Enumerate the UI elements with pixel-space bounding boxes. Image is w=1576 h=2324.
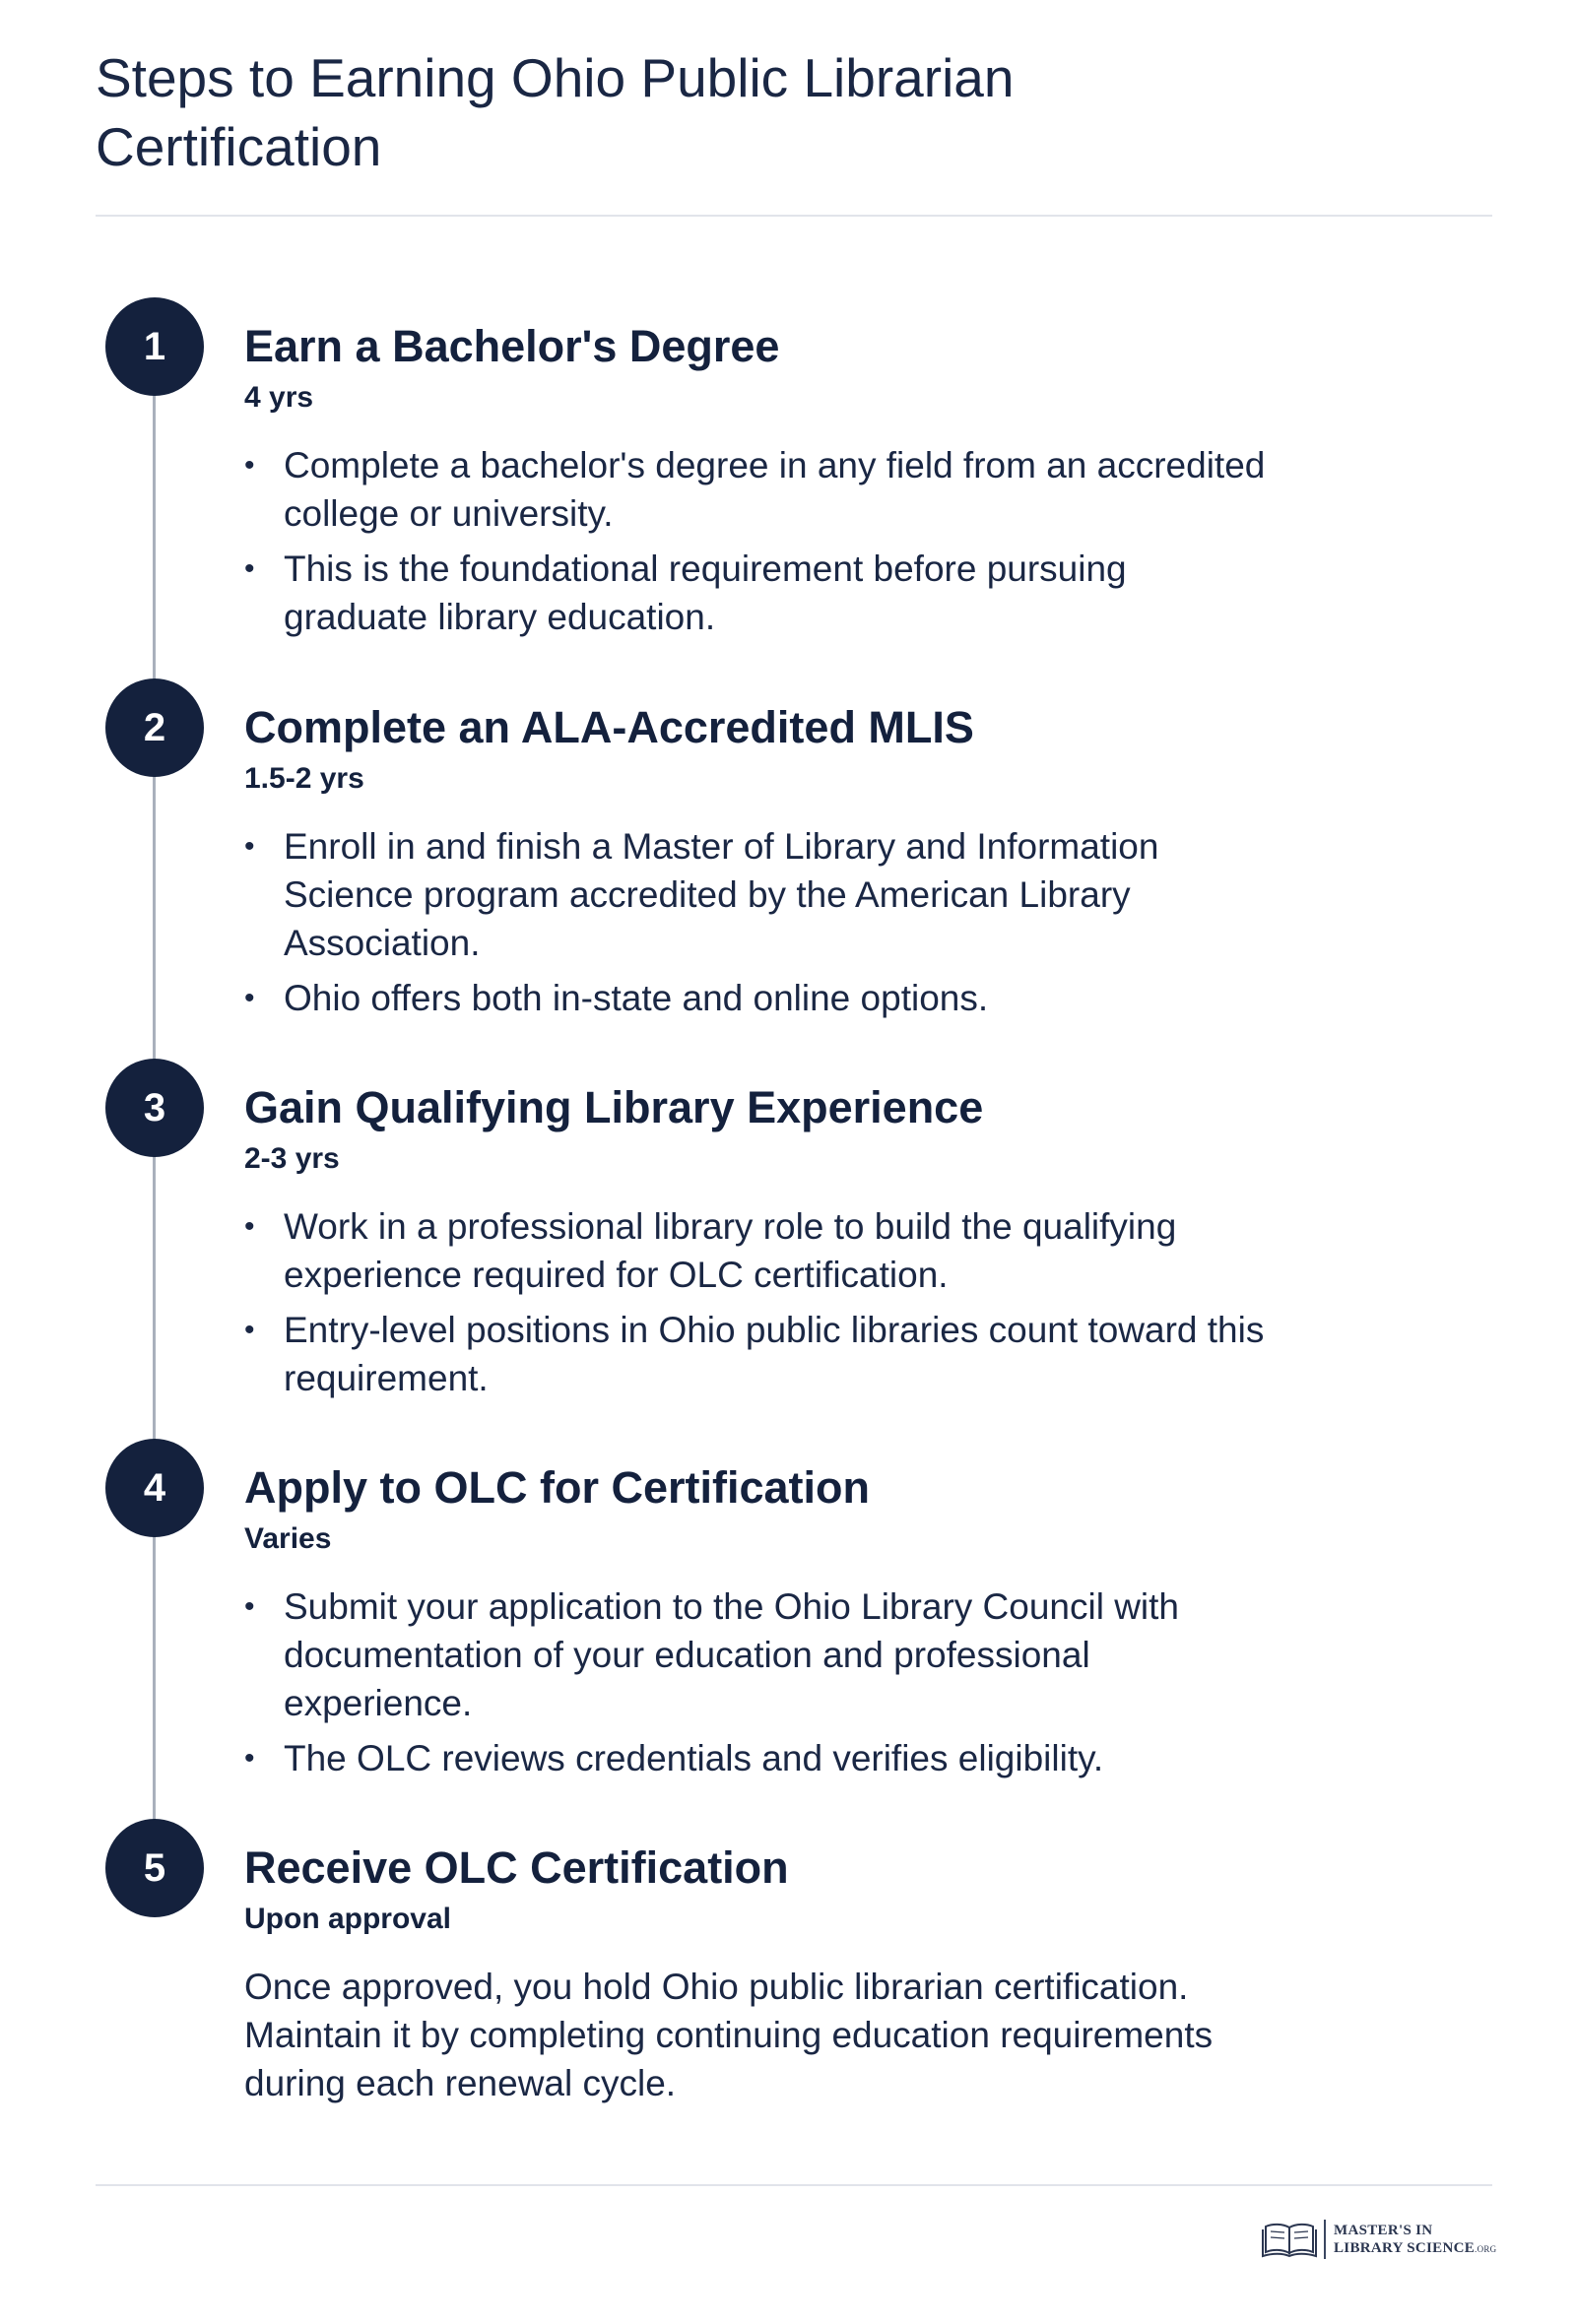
step-duration: 4 yrs [244, 381, 314, 414]
bullet-dot-icon: • [244, 830, 255, 863]
bullet-item [244, 1734, 1279, 1782]
step-bullet-list [244, 822, 1279, 1022]
top-divider [96, 215, 1492, 217]
bottom-divider [96, 2184, 1492, 2186]
bullet-item [244, 974, 1279, 1022]
bullet-item [244, 1582, 1279, 1727]
bullet-text: Work in a professional library role to build the qualifying experience required for OLC certification. [284, 1206, 1177, 1295]
logo-line-1: MASTER'S IN [1334, 2222, 1433, 2238]
step-bullet-list [244, 1202, 1279, 1402]
bullet-text: The OLC reviews credentials and verifies eligibility. [284, 1738, 1104, 1778]
bullet-dot-icon: • [244, 449, 255, 482]
bullet-item [244, 545, 1279, 641]
page-title: Steps to Earning Ohio Public Librarian Certification [96, 47, 1015, 177]
bullet-item [244, 1306, 1279, 1402]
step-title: Receive OLC Certification [244, 1842, 789, 1893]
step-description: Once approved, you hold Ohio public librarian certification. Maintain it by completing continuing education requirements during each renewal cycle. [244, 1967, 1214, 2103]
bullet-text: Complete a bachelor's degree in any field from an accredited college or university. [284, 445, 1266, 534]
logo-line-2: LIBRARY SCIENCE [1334, 2239, 1476, 2256]
step-number-badge: 5 [105, 1819, 204, 1917]
step-duration: Varies [244, 1522, 332, 1555]
bullet-dot-icon: • [244, 1590, 255, 1623]
bullet-text: Ohio offers both in-state and online options. [284, 978, 989, 1018]
step-title: Apply to OLC for Certification [244, 1462, 870, 1513]
step-content [244, 1080, 1279, 1409]
bullet-item [244, 822, 1279, 967]
bullet-dot-icon: • [244, 1210, 255, 1243]
step-content [244, 700, 1279, 1029]
step-content [244, 319, 1279, 648]
site-logo [1261, 2216, 1496, 2263]
bullet-text: This is the foundational requirement before pursuing graduate library education. [284, 549, 1127, 637]
bullet-dot-icon: • [244, 1314, 255, 1346]
step-bullet-list [244, 1582, 1279, 1782]
step-number-badge: 1 [105, 297, 204, 396]
logo-divider [1324, 2220, 1326, 2259]
step-bullet-list [244, 441, 1279, 641]
step-number-badge: 3 [105, 1059, 204, 1157]
step-title: Earn a Bachelor's Degree [244, 321, 780, 371]
bullet-item [244, 441, 1279, 538]
step-content [244, 1460, 1279, 1789]
step-number-badge: 4 [105, 1439, 204, 1537]
step-number-badge: 2 [105, 678, 204, 777]
step-duration: 2-3 yrs [244, 1142, 340, 1175]
step-content [244, 1840, 1279, 2107]
logo-wordmark [1334, 2222, 1496, 2258]
step-duration: Upon approval [244, 1903, 452, 1935]
open-book-icon [1261, 2220, 1318, 2259]
bullet-text: Enroll in and finish a Master of Library and Information Science program accredited by the American Library Association. [284, 826, 1159, 963]
step-title: Gain Qualifying Library Experience [244, 1082, 984, 1132]
bullet-dot-icon: • [244, 982, 255, 1014]
logo-suffix: .ORG [1475, 2243, 1497, 2254]
bullet-item [244, 1202, 1279, 1299]
bullet-text: Submit your application to the Ohio Library Council with documentation of your education and professional experience. [284, 1586, 1180, 1723]
bullet-dot-icon: • [244, 1742, 255, 1775]
step-title: Complete an ALA-Accredited MLIS [244, 702, 974, 752]
bullet-text: Entry-level positions in Ohio public libraries count toward this requirement. [284, 1310, 1265, 1398]
step-duration: 1.5-2 yrs [244, 762, 364, 795]
bullet-dot-icon: • [244, 552, 255, 585]
